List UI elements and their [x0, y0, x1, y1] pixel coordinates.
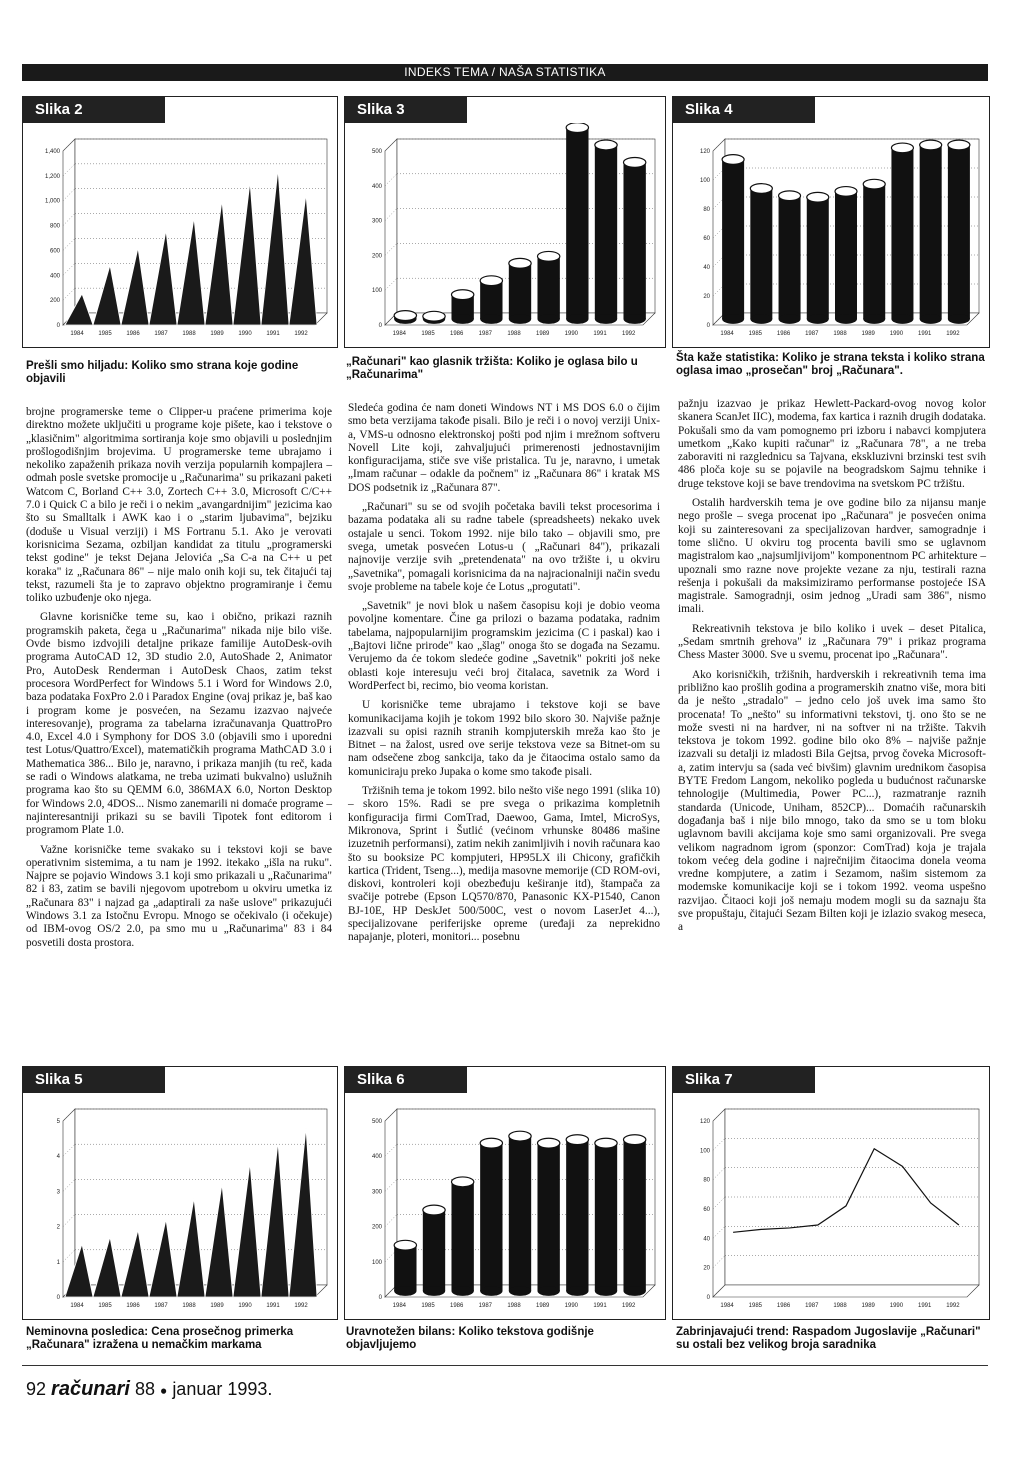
bar-top: [920, 140, 942, 150]
bar-base: [537, 314, 559, 324]
bar-base: [566, 314, 588, 324]
bar-cylinder: [480, 1138, 502, 1296]
bar-top: [566, 123, 588, 133]
x-tick-label: 1992: [946, 1303, 960, 1309]
paragraph: „Računari" su se od svojih početaka bavili tekst procesorima i bazama podataka ali su radne tabele (spreadsheets) nekako uvek ostajale u senci. Tokom 1992. nije bilo tako – objavili smo, pre svega, umetak posvećen Lotus-u ( „Računari 84"), prikazali najnovije verzije svih „pretendenata" na ovo tržište i, u okviru „Savetnika", pomagali korisnicima da na najracionalniji način svedu svoje probleme na tabele koje će Lotus „progutati".: [348, 501, 660, 593]
chart-articles-per-year: [345, 1093, 665, 1319]
x-tick-label: 1991: [593, 331, 607, 337]
y-tick-label: 120: [699, 149, 710, 155]
bar-body: [891, 148, 913, 319]
figure-caption: Uravnotežen bilans: Koliko tekstova godišnje objavljujemo: [346, 1326, 594, 1351]
bar-cylinder: [623, 1135, 645, 1296]
y-tick-label: 300: [371, 218, 382, 225]
bar-top: [509, 1131, 531, 1141]
y-tick-label: 800: [49, 223, 60, 230]
bar-body: [509, 263, 531, 319]
x-tick-label: 1985: [98, 331, 112, 337]
issue-number: 88: [135, 1379, 156, 1399]
y-tick-label: 200: [371, 253, 382, 260]
bar-top: [480, 1138, 502, 1148]
bar-body: [394, 1245, 416, 1291]
x-tick-label: 1985: [421, 1303, 435, 1309]
bar-body: [863, 184, 885, 319]
bar-top: [537, 251, 559, 261]
bar-cylinder: [863, 179, 885, 324]
x-tick-label: 1992: [621, 331, 636, 337]
x-tick-label: 1984: [720, 331, 734, 337]
y-tick-label: 80: [703, 1177, 710, 1184]
paragraph: pažnju izazvao je prikaz Hewlett-Packard-ovog novog kolor skanera ScanJet IIC), modema, fax kartica i raznih drugih dodataka. Pokušali smo da vam pomognemo pri izboru i nabavci kompjutera umetkom „Kako kupiti računar" iz „Računara 78", a ne treba zaboraviti ni razglednicu sa Tajvana, ekskluzivni brzinski test svih 486 ploča koje su se pojavile na beogradskom Sajmu tehnike i druge tekstove koji se bave trendovima na svetskom PC tržištu.: [678, 398, 986, 490]
x-tick-label: 1988: [507, 1303, 521, 1309]
bar-body: [807, 197, 829, 319]
figure-title: Slika 6: [345, 1067, 467, 1093]
bar-top: [423, 311, 445, 321]
y-tick-label: 100: [699, 1148, 710, 1155]
chart-pages-per-year: [23, 123, 337, 347]
x-tick-label: 1990: [889, 1303, 904, 1309]
bar-base: [623, 314, 645, 324]
side-wall: [63, 1109, 75, 1297]
bar-cylinder: [509, 1131, 531, 1296]
bar-body: [537, 256, 559, 319]
x-tick-label: 1989: [210, 331, 224, 337]
paragraph: Važne korisničke teme svakako su i tekstovi koji se bave operativnim sistemima, a tu nam je 1992. itekako „išla na ruku". Najpre se pojavio Windows 3.1 koji smo prikazali u „Računarima" 82 i 83, zatim se bavili njegovom upotrebom u okviru umetka iz „Računara 83" i najzad ga „adaptirali za naše uslove" prikazujući Windows 3.1 za Istočnu Evropu. Mnogo se očekivalo (i očekuje) od IBM-ovog OS/2 2.0, pa smo mu u „Računarima" 83 i 84 posvetili dosta prostora.: [26, 843, 332, 949]
y-tick-label: 1,400: [44, 149, 60, 155]
y-tick-label: 20: [703, 294, 710, 300]
bar-cylinder: [394, 1240, 416, 1296]
bar-base: [948, 314, 970, 324]
x-tick-label: 1988: [507, 331, 521, 337]
bar-body: [623, 162, 645, 319]
paragraph: brojne programerske teme o Clipper-u praćene primerima koje direktno možete uključiti u programe koje pišete, kao i tekstove o „klasičnim" algoritmima sortiranja koje smo objavili u poslednjim prošlogodišnjim brojevima. U programerske teme ubrajamo i nekoliko zapaženih prikaza novih verzija popularnih kompajlera – odmah posle svetske promocije u „Računarima" su prikazani paketi Watcom C, Borland C++ 3.0, Zortech C++ 3.0, Microsoft C/C++ 7.0 i Quick C a bilo je reči i o nekim „avangardnijim" jezicima kao što su Smalltalk i AWK kao i o „starim ljubavima", bejziku (doduše u Visual verziji) i MS Fortranu 5.1. Ako je verovati korisnicima Sezama, ozbiljan kandidat za titulu „programerski tekst godine" je tekst Dejana Jelovića „Sa C-a na C++ u pet koraka" iz „Računara 86" – nije malo onih koji su, tek čitajući taj tekst, razumeli šta je to zapravo objektno programiranje i čemu toliko uzbuđenje oko njega.: [26, 406, 332, 605]
bar-top: [423, 1205, 445, 1215]
x-tick-label: 1989: [210, 1303, 224, 1309]
bar-base: [595, 314, 617, 324]
bar-base: [722, 314, 744, 324]
bar-top: [537, 1138, 559, 1148]
figure-slika-3: [344, 96, 666, 348]
x-tick-label: 1985: [748, 1303, 763, 1309]
bar-base: [566, 1286, 588, 1296]
x-tick-label: 1992: [294, 1303, 308, 1309]
y-tick-label: 2: [56, 1224, 60, 1231]
y-tick-label: 60: [703, 1207, 710, 1213]
bar-cylinder: [537, 1138, 559, 1296]
x-tick-label: 1986: [126, 1303, 140, 1309]
section-header: INDEKS TEMA / NAŠA STATISTIKA: [22, 64, 988, 81]
bar-top: [750, 184, 772, 194]
y-tick-label: 3: [56, 1189, 60, 1196]
y-tick-label: 400: [371, 1154, 382, 1161]
bar-body: [423, 1210, 445, 1291]
bar-base: [920, 314, 942, 324]
y-tick-label: 4: [56, 1154, 60, 1161]
x-tick-label: 1989: [535, 1303, 550, 1309]
bar-body: [779, 196, 801, 319]
bar-base: [394, 1286, 416, 1296]
y-tick-label: 400: [49, 273, 60, 280]
chart-contributors: [673, 1093, 989, 1319]
bar-cylinder: [835, 187, 857, 324]
side-wall: [713, 1109, 725, 1297]
chart-ads-per-year: [345, 123, 665, 347]
bar-cylinder: [595, 1138, 617, 1296]
figure-slika-2: [22, 96, 338, 348]
y-tick-label: 80: [703, 207, 710, 213]
y-tick-label: 0: [56, 323, 60, 329]
x-tick-label: 1989: [861, 331, 875, 337]
x-tick-label: 1987: [154, 331, 168, 337]
bullet: ●: [160, 1383, 168, 1398]
x-tick-label: 1985: [421, 331, 435, 337]
bar-top: [566, 1135, 588, 1145]
bar-cylinder: [423, 1205, 445, 1296]
y-tick-label: 0: [378, 323, 382, 329]
bar-body: [722, 160, 744, 320]
bar-top: [807, 192, 829, 202]
bar-top: [394, 1240, 416, 1250]
paragraph: Sledeća godina će nam doneti Windows NT i MS DOS 6.0 o čijim smo beta verzijama takođe pisali. Bilo je reči i o novoj verziji Unix-a, VMS-u odnosno elektronskoj pošti pod njim i mrežnom softveru Novell Lite koji, zahvaljujući primerenosti jednostavnijim konfiguracijama, stiče sve više pristalica. Tu je, naravno, i umetak „Imam računar – odakle da počnem" iz „Računara 86" i kratak MS DOS podsetnik iz „Računara 87".: [348, 402, 660, 494]
bar-base: [623, 1286, 645, 1296]
bar-body: [537, 1143, 559, 1291]
bar-body: [920, 145, 942, 319]
footer-divider: [22, 1365, 988, 1366]
paragraph: Rekreativnih tekstova je bilo koliko i uvek – deset Pitalica, „Sedam smrtnih grehova" iz „Računara 79" i prikaz programa Chess Master 3000. Sve u svemu, procenat ipo „Računara".: [678, 622, 986, 662]
bar-top: [509, 258, 531, 268]
bar-cylinder: [423, 311, 445, 324]
x-tick-label: 1988: [182, 1303, 196, 1309]
bar-body: [566, 128, 588, 319]
y-tick-label: 1: [56, 1259, 60, 1266]
bar-cylinder: [451, 1177, 473, 1296]
x-tick-label: 1987: [805, 1303, 819, 1309]
bar-cylinder: [566, 123, 588, 324]
x-tick-label: 1991: [593, 1303, 607, 1309]
figure-title: Slika 4: [673, 97, 815, 123]
bar-top: [948, 140, 970, 150]
x-tick-label: 1991: [917, 331, 932, 337]
bar-cylinder: [948, 140, 970, 324]
side-wall: [63, 139, 75, 325]
paragraph: Ostalih hardverskih tema je ove godine bilo za nijansu manje nego prošle – svega procenat ipo „Računara" je posvećen onima koji su zainteresovani za specijalizovan hardver, samogradnje i tome slično. U okviru tog procenta bavili smo se uglavnom magistralom kao „najsumljivijom" komponentnom PC arhitekture – upoznali smo razne nove projekte vezane za nju, testirali razna rešenja i pokušali da maksimiziramo performanse postojeće ISA magistrale. Samogradnji, osim jednog „Uradi sam 386", nismo imali.: [678, 497, 986, 616]
x-tick-label: 1984: [720, 1303, 734, 1309]
x-tick-label: 1984: [392, 331, 407, 337]
y-tick-label: 120: [699, 1119, 710, 1125]
bar-cylinder: [891, 143, 913, 324]
bar-top: [722, 155, 744, 165]
x-tick-label: 1986: [126, 331, 140, 337]
bar-top: [623, 1135, 645, 1145]
y-tick-label: 600: [49, 248, 60, 255]
bar-base: [779, 314, 801, 324]
y-tick-label: 500: [371, 149, 382, 155]
bar-cylinder: [623, 157, 645, 323]
paragraph: Tržišnih tema je tokom 1992. bilo nešto više nego 1991 (slika 10) – skoro 15%. Radi se pre svega o prikazima kompletnih konfiguracija firmi ComTrad, Daewoo, Gama, Imtel, MicroSys, Mikronova, Sprint i Šutlić (većinom vrhunske 80486 mašine izuzetnih performansi), zatim nekih zanimljivih i novih računara kao što su booksize PC kompjuteri, HP95LX ili Chicony, grafičkih kartica (Trident, Tseng...), medija masovne memorije (CD ROM-ovi, diskovi, kontroleri koji obezbeđuju keširanje itd), štampača za svačije potrebe (Epson LQ570/870, Panasonic KX-P1540, Canon BJ-10E, HP DeskJet 500/500C, vest o novom LaserJet 4...), specijalizovane periferijske opreme (uređaji za neprekidno napajanje, ploteri, monitori... posebnu: [348, 785, 661, 944]
bar-base: [451, 314, 473, 324]
x-tick-label: 1990: [238, 331, 252, 337]
issue-date: januar 1993.: [172, 1379, 273, 1399]
x-tick-label: 1988: [182, 331, 196, 337]
y-tick-label: 40: [703, 265, 710, 271]
bar-body: [595, 145, 617, 319]
figure-title: Slika 5: [23, 1067, 165, 1093]
bar-cylinder: [595, 140, 617, 324]
figure-slika-6: [344, 1066, 666, 1320]
bar-base: [750, 314, 772, 324]
floor: [713, 1285, 979, 1297]
bar-top: [451, 1177, 473, 1187]
bar-base: [509, 314, 531, 324]
bar-body: [451, 1182, 473, 1291]
x-tick-label: 1984: [70, 331, 84, 337]
y-tick-label: 200: [49, 298, 60, 305]
y-tick-label: 100: [371, 288, 382, 295]
magazine-logo: računari: [51, 1378, 130, 1400]
x-tick-label: 1985: [748, 331, 763, 337]
bar-cylinder: [451, 290, 473, 324]
x-tick-label: 1989: [861, 1303, 875, 1309]
page-footer: [26, 1378, 272, 1401]
bar-cylinder: [807, 192, 829, 323]
paragraph: U korisničke teme ubrajamo i tekstove koji se bave komunikacijama kojih je tokom 1992 bilo skoro 30. Najviše pažnje izazvali su opisi raznih stranih kompjuterskih mreža kao što je Bitnet – na žalost, usred ove serije tekstova veze sa Bitnet-om su nam odsečene zbog sankcija, tako da je čitaocima ostalo samo da komuniciraju preko Jupaka o kome smo takođe pisali.: [348, 699, 660, 778]
bar-top: [394, 311, 416, 321]
bar-base: [537, 1286, 559, 1296]
bar-cylinder: [920, 140, 942, 324]
bar-cylinder: [722, 155, 744, 324]
bar-base: [835, 314, 857, 324]
figure-caption: Šta kaže statistika: Koliko je strana teksta i koliko strana oglasa imao „prosečan" broj „Računara".: [676, 352, 985, 377]
paragraph: Glavne korisničke teme su, kao i obično, prikazi raznih programskih paketa, čega u „Računarima" nikada nije bilo više. Ovde bismo izdvojili detaljne prikaze familije AutoDesk-ovih programa AutoCAD 12, 3D studio 2.0, AutoShade 2, Animator Pro, AutoDesk Renderman i AutoDesk Chaos, zatim tekst procesora WordPerfect for Windows 5.1 i Word for Windows 2.0, baza podataka FoxPro 2.0 i Paradox Engine (ovaj prikaz je, baš kao i program kome je posvećen, na Sezamu izazvao najveće interesovanje), programa za tabelarna izračunavanja QuattroPro 4.0, Excel 4.0 i Symphony for DOS 3.0 (objavili smo i uporedni test Lotus/Quattro/Excel), matematičkih programa MathCAD 3.0 i Mathematica 386... Bilo je, naravno, i prikaza manjih (tu reč, kada se radi o Windows alatkama, ne treba uzimati bukvalno) uslužnih programa kao što su QEMM 6.0, 386MAX 6.0, Norton Desktop for Windows 2.0, 4DOS... Nismo zanemarili ni domaće programe – najinteresantniji prikazi su se bavili Tipotek font editorom i programom Plate 1.0.: [26, 611, 332, 837]
bar-top: [595, 1138, 617, 1148]
x-tick-label: 1990: [238, 1303, 252, 1309]
y-tick-label: 0: [378, 1295, 382, 1301]
figure-caption: Neminovna posledica: Cena prosečnog primerka „Računara" izražena u nemačkim markama: [26, 1326, 294, 1351]
bar-cylinder: [394, 311, 416, 324]
bar-base: [863, 314, 885, 324]
bar-base: [891, 314, 913, 324]
y-tick-label: 20: [703, 1265, 710, 1272]
x-tick-label: 1988: [833, 1303, 847, 1309]
x-tick-label: 1987: [154, 1303, 168, 1309]
text-column-3: [678, 398, 986, 941]
x-tick-label: 1984: [70, 1303, 84, 1309]
x-tick-label: 1986: [449, 331, 464, 337]
bar-body: [480, 1143, 502, 1291]
x-tick-label: 1990: [564, 331, 579, 337]
x-tick-label: 1986: [449, 1303, 464, 1309]
x-tick-label: 1992: [946, 331, 960, 337]
x-tick-label: 1986: [776, 331, 791, 337]
chart-price-dm: [23, 1093, 337, 1319]
bar-cylinder: [779, 191, 801, 324]
x-tick-label: 1989: [535, 331, 550, 337]
x-tick-label: 1991: [917, 1303, 932, 1309]
figure-caption: Prešli smo hiljadu: Koliko smo strana koje godine objavili: [26, 360, 299, 385]
figure-slika-4: [672, 96, 990, 348]
bar-base: [480, 314, 502, 324]
bar-cylinder: [537, 251, 559, 323]
figure-caption: Zabrinjavajući trend: Raspadom Jugoslavije „Računari" su ostali bez velikog broja saradnika: [676, 1326, 981, 1351]
bar-top: [451, 290, 473, 300]
bar-top: [623, 157, 645, 167]
x-tick-label: 1991: [266, 1303, 280, 1309]
y-tick-label: 1,000: [44, 198, 60, 205]
bar-base: [509, 1286, 531, 1296]
bar-body: [623, 1140, 645, 1291]
y-tick-label: 100: [699, 178, 710, 184]
y-tick-label: 60: [703, 236, 710, 242]
bar-top: [779, 191, 801, 201]
figure-caption: „Računari" kao glasnik tržišta: Koliko je oglasa bilo u „Računarima": [346, 356, 638, 381]
bar-base: [451, 1286, 473, 1296]
y-tick-label: 300: [371, 1189, 382, 1196]
bar-cylinder: [509, 258, 531, 324]
text-column-1: [26, 406, 332, 956]
y-tick-label: 0: [706, 1295, 710, 1301]
bar-base: [807, 314, 829, 324]
bar-top: [863, 179, 885, 189]
bar-top: [835, 187, 857, 197]
x-tick-label: 1987: [478, 331, 493, 337]
x-tick-label: 1987: [478, 1303, 493, 1309]
x-tick-label: 1985: [98, 1303, 112, 1309]
bar-cylinder: [566, 1135, 588, 1296]
figure-title: Slika 7: [673, 1067, 815, 1093]
bar-body: [566, 1140, 588, 1291]
x-tick-label: 1990: [564, 1303, 579, 1309]
chart-text-vs-ads: [673, 123, 989, 347]
bar-body: [595, 1143, 617, 1291]
y-tick-label: 40: [703, 1236, 710, 1243]
x-tick-label: 1991: [266, 331, 280, 337]
bar-body: [509, 1136, 531, 1291]
page-number: 92: [26, 1379, 47, 1399]
bar-base: [595, 1286, 617, 1296]
y-tick-label: 1,200: [44, 173, 60, 180]
text-column-2: [348, 402, 660, 951]
bar-base: [423, 1286, 445, 1296]
y-tick-label: 5: [56, 1119, 60, 1125]
bar-body: [948, 145, 970, 319]
figure-slika-7: [672, 1066, 990, 1320]
bar-top: [480, 276, 502, 286]
side-wall: [385, 139, 397, 325]
bar-body: [750, 189, 772, 320]
y-tick-label: 400: [371, 183, 382, 190]
x-tick-label: 1986: [776, 1303, 791, 1309]
paragraph: Ako korisničkih, tržišnih, hardverskih i rekreativnih tema ima približno kao prošlih godina a programerskih znatno više, mora biti da je nešto „stradalo" – jedno celo još uvek ima samo što procenata! To „nešto" su informativni tekstovi, tj. ono što se ne može svesti ni na hardver, ni na softver ni na tržište. Takvih tekstova je tokom 1992. godine bilo oko 8% – najviše pažnje izazvali su detalji iz mladosti Bila Gejtsa, prvog čoveka Microsoft-a, zatim intervju sa (sada već bivšim) glavnim urednikom časopisa BYTE Fredom Langom, nekoliko pogleda u budućnost računarske tehnologije (Multimedia, Power PC...), razmatranje raznih standarda (Unicode, Uniham, 852CP)... Domaćih računarskih događanja baš i nije bilo mnogo, tako da smo se u tom bloku uglavnom bavili akcijama koje smo sami organizovali. Pre svega velikom nagradnom igrom (sponzor: ComTrad) koja je trajala tokom većeg dela godine i najrečnijim čitaocima donela veoma vredne kompjutere, a zatim i Sezamom, našim sistemom za modemske komunikacije koji se i tokom 1992. veoma uspešno razvijao. Čitaoci koji još nemaju modem mogli su da saznaju šta sve propuštaju, čitajući Sezam Bilten koji je izlazio svakog meseca, a: [678, 668, 986, 934]
bar-top: [891, 143, 913, 153]
bar-body: [480, 281, 502, 319]
x-tick-label: 1984: [392, 1303, 407, 1309]
bar-base: [480, 1286, 502, 1296]
y-tick-label: 200: [371, 1224, 382, 1231]
figure-slika-5: [22, 1066, 338, 1320]
y-tick-label: 0: [56, 1295, 60, 1301]
y-tick-label: 100: [371, 1259, 382, 1266]
x-tick-label: 1992: [294, 331, 308, 337]
x-tick-label: 1987: [805, 331, 819, 337]
x-tick-label: 1990: [889, 331, 904, 337]
bar-top: [595, 140, 617, 150]
y-tick-label: 500: [371, 1119, 382, 1125]
x-tick-label: 1988: [833, 331, 847, 337]
bar-cylinder: [750, 184, 772, 324]
figure-title: Slika 2: [23, 97, 165, 123]
figure-title: Slika 3: [345, 97, 467, 123]
x-tick-label: 1992: [621, 1303, 636, 1309]
bar-cylinder: [480, 276, 502, 324]
y-tick-label: 0: [706, 323, 710, 329]
bar-body: [835, 191, 857, 319]
paragraph: „Savetnik" je novi blok u našem časopisu koji je dobio veoma povoljne komentare. Čine ga prilozi o bazama podataka, radnim tabelama, najpopularnijim programskim jezicima (C i paskal) kao i „Bajtovi lične prirode" kao „šlag" onoga što se događa na Sezamu. Verujemo da će tokom sledeće godine „Savetnik" pokriti još neke oblasti koje interesuju veći broj čitalaca, savetnik za Word i WordPerfect bi, recimo, bio veoma koristan.: [348, 600, 660, 692]
